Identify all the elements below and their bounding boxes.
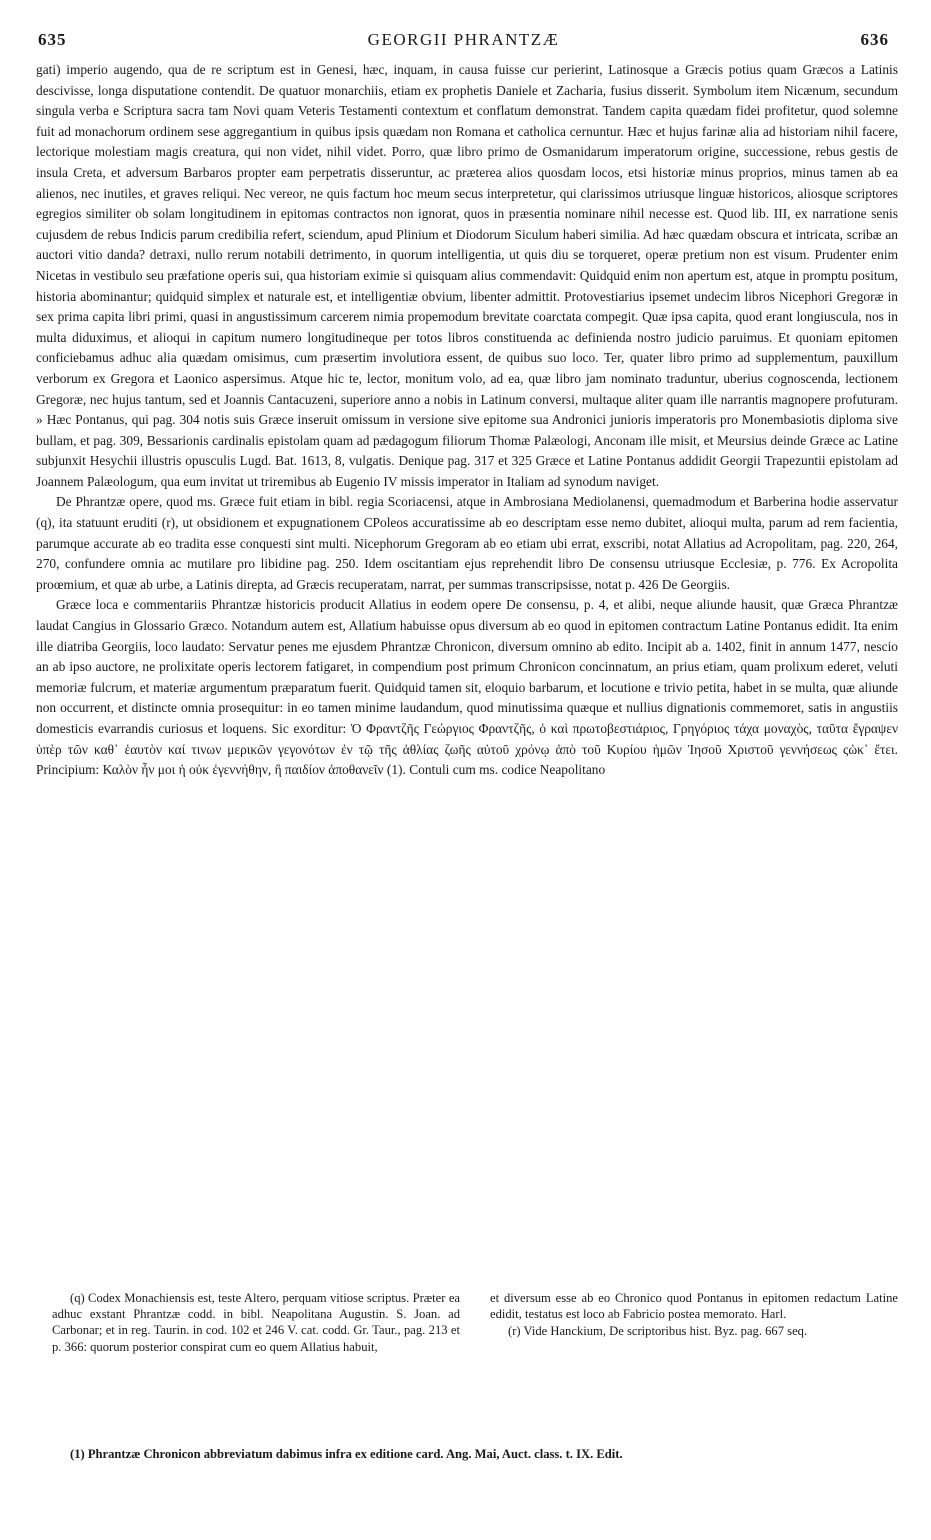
footnote-column-left — [52, 1290, 460, 1356]
page-number-left: 635 — [38, 30, 67, 49]
running-title: GEORGII PHRANTZÆ — [367, 30, 560, 49]
paragraph: De Phrantzæ opere, quod ms. Græce fuit etiam in bibl. regia Scoriacensi, atque in Ambrosiana Mediolanensi, quemadmodum et Barberina hodie asservatur (q), ita statuunt eruditi (r), ut obsidionem et expugnationem CPoleos accuratissime ab eo descriptam esse nemo dubitet, alioqui multa, parum ad rem facientia, parumque accurate ab eo tradita esse conquesti sint multi. Nicephorum Gregoram ab eo etiam ubi errat, exscribi, notat Allatius ad Acropolitam, pag. 220, 264, 270, confundere omnia ac mutilare pro libidine pag. 250. Idem oscitantiam ejus reprehendit libro De consensu utriusque Ecclesiæ, p. 776. Ex Acropolita proœmium, et quæ ab urbe, a Latinis direpta, ad Græcis recuperatam, narrat, per summas transcripsisse, notat p. 426 De Georgiis. — [36, 494, 898, 592]
footnote-column-right — [490, 1290, 898, 1356]
paragraph: gati) imperio augendo, qua de re scriptum est in Genesi, hæc, inquam, in causa fuisse cur perierint, Latinosque a Græcis potius quam Græcos a Latinis descivisse, longa disputatione contendit. De quatuor monarchiis, etiam ex prophetis Daniele et Zacharia, fusius disserit. Symbolum item Nicænum, secundum singula verba e Scriptura sacra tam Novi quam Veteris Testamenti contextum et conflatum demonstrat. Tandem capita quædam fidei profitetur, quod solemne fuit ad monachorum ordinem sese aggregantium in quibus ipsis quædam non Romana et catholica cernuntur. Hæc et hujus farinæ alia ad historiam nihil facere, lectorique molestiam magis creatura, qui non videt, nihil videt. Porro, quæ libro primo de Osmanidarum imperatorum origine, successione, rebus gestis de insula Creta, et adversum Barbaros propter eam perpetratis disseruntur, ac præterea alios quosdam locos, etsi historiæ minus proprios, minus tamen ab ea alienos, nec inutiles, et graves reliqui. Nec vereor, ne quis factum hoc meum secus interpretetur, qui clarissimos utriusque linguæ historicos, aliosque scriptores egregios similiter ob solam longitudinem in epitomas contractos non ignorat, quos in præsentia nominare nihil necesse est. Quod lib. III, ex narratione senis cujusdem de rebus Indicis parum credibilia refert, sciendum, apud Plinium et Diodorum Siculum haberi similia. Ad hæc quædam obscura et intricata, scribæ an auctori vitio danda? detraxi, nullo rerum notabili detrimento, in quorum intelligentia, ut quis diu se torqueret, operæ pretium non est visum. Prudenter enim Nicetas in vestibulo seu præfatione operis sui, qua historiam eximie si quisquam alius commendavit: Quidquid enim non apertum est, atque in promptu positum, historia abominantur; quidquid simplex et naturale est, et intelligentiæ obvium, libenter admittit. Protovestiarius ipsemet undecim libros Nicephori Gregoræ in sex prima capita libri primi, quasi in angustissimum carcerem nimia propemodum brevitate coarctata compegit. Quæ ipsa capita, quod erant longiuscula, nos in multa diduximus, et alioqui in capitum numero longitudineque per totos libros constituenda ac definienda nostro judicio paruimus. Et quoniam epitomen conficiebamus adhuc alia quædam omisimus, cum præsertim involutiora essent, de quibus suo loco. Ter, quater libro primo ad supplementum, pauxillum verborum ex Gregora et Laonico aspersimus. Atque hic te, lector, monitum volo, ad ea, quæ libro jam nominato traduntur, uberius cognoscenda, lectionem Gregoræ, nec hujus tantum, sed et Joannis Cantacuzeni, superiore anno a nobis in Latinum conversi, multaque aliter quam ille narrantis magnopere profuturam. » Hæc Pontanus, qui pag. 304 notis suis Græce inseruit omissum in versione sive epitome sua Andronici junioris imperatoris pro Monembasiotis diploma sive bullam, et pag. 309, Bessarionis cardinalis epistolam quam ad pædagogum filiorum Thomæ Palæologi, Anconam ille misit, et Meursius deinde Græce ac Latine subjunxit Hesychii illustris opusculis Lugd. Bat. 1613, 8, vulgatis. Denique pag. 317 et 325 Græce et Latine Pontanus addidit Georgii Trapezuntii epistolam ad Joannem Palæologum, qua eum invitat ut triremibus ab Eugenio IV missis imperator in Italiam ad synodum naviget. — [36, 62, 898, 489]
editor-footnote: (1) Phrantzæ Chronicon abbreviatum dabimus infra ex editione card. Ang. Mai, Auct. class. t. IX. Edit. — [70, 1447, 623, 1461]
page-header — [38, 30, 889, 54]
footnote-r: (r) Vide Hanckium, De scriptoribus hist. Byz. pag. 667 seq. — [508, 1324, 808, 1339]
main-text — [36, 60, 898, 781]
footnotes — [52, 1290, 898, 1356]
page-number-right: 636 — [860, 30, 889, 49]
footnote-q-continued: et diversum esse ab eo Chronico quod Pontanus in epitomen redactum Latine edidit, testatus est loco ab Fabricio postea memorato. Harl. — [490, 1291, 898, 1322]
paragraph: Græce loca e commentariis Phrantzæ historicis producit Allatius in eodem opere De consensu, p. 4, et alibi, neque aliunde hausit, quæ Græca Phrantzæ laudat Cangius in Glossario Græco. Notandum autem est, Allatium habuisse opus diversum ab eo quod in epitomen contractum Latine Pontanus edidit. Ita enim ille diatriba Georgiis, loco laudato: Servatur penes me ejusdem Phrantzæ Chronicon, diversum omnino ab edito. Incipit ab a. 1402, finit in annum 1477, nescio an ab ipso auctore, ne prolixitate operis lectorem fatigaret, in compendium post primum Chronicon concinnatum, an prius etiam, quam prolixum ederet, veluti memoriæ fulcrum, et materiæ argumentum præparatum fuerit. Quidquid tamen sit, eloquio barbarum, et locutione e trivio petita, habet in se multa, quæ aliunde non occurrent, et distincte omnia prosequitur: in eo tamen minime laudandum, quod minutissima quæque et nullius dignationis commemoret, satis in angustiis domesticis evarrandis curiosus et loquens. Sic exorditur: Ὁ Φραντζῆς Γεώργιος Φραντζῆς, ὁ καὶ πρωτοβεστιάριος, Γρηγόριος τάχα μοναχὸς, ταῦτα ἔγραψεν ὑπὲρ τῶν καθ᾽ ἑαυτὸν καί τινων μερικῶν γεγονότων ἐν τῷ τῆς ἀθλίας ζωῆς αὐτοῦ χρόνῳ ἀπὸ τοῦ Κυρίου ἡμῶν Ἰησοῦ Χριστοῦ γεννήσεως ςὠκ᾽ ἔτει. Principium: Καλὸν ἦν μοι ἡ οὐκ ἐγεννήθην, ἢ παιδίον ἀποθανεῖν (1). Contuli cum ms. codice Neapolitano — [36, 597, 898, 778]
footnote-q: (q) Codex Monachiensis est, teste Altero, perquam vitiose scriptus. Præter ea adhuc exstant Phrantzæ codd. in bibl. Neapolitana Augustin. S. Joan. ad Carbonar; et in reg. Taurin. in cod. 102 et 246 V. cat. codd. Gr. Taur., pag. 213 et p. 366: quorum posterior conspirat cum eo quem Allatius habuit, — [52, 1291, 460, 1354]
